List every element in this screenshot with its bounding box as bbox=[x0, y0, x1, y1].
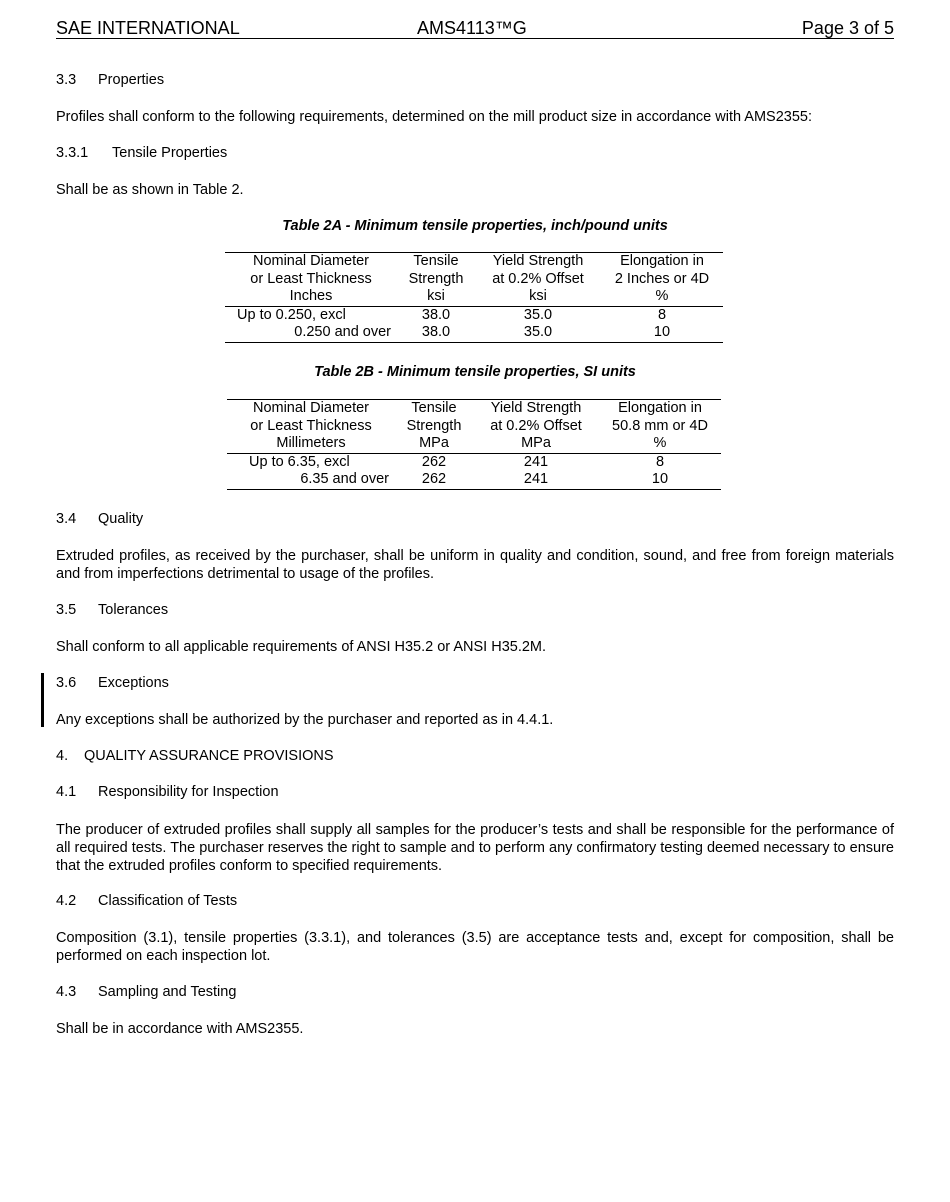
table-row bbox=[227, 453, 721, 471]
section-3-5-heading bbox=[56, 602, 168, 618]
table-header-cell: MPa bbox=[473, 435, 599, 453]
table-header-row bbox=[225, 271, 723, 289]
section-number: 3.3 bbox=[56, 72, 77, 88]
table-header-cell: Strength bbox=[406, 417, 462, 434]
section-3-6-text: Any exceptions shall be authorized by the purchaser and reported as in 4.4.1. bbox=[56, 712, 554, 728]
table-cell: 262 bbox=[421, 471, 447, 487]
section-4-2-heading bbox=[56, 893, 237, 909]
table-header-cell: Nominal Diameter bbox=[252, 400, 370, 416]
section-title: Sampling and Testing bbox=[98, 984, 237, 1000]
table-cell: 38.0 bbox=[421, 306, 451, 323]
section-title: Exceptions bbox=[98, 675, 169, 691]
table-header-cell: Tensile bbox=[411, 400, 457, 416]
section-title: Quality bbox=[98, 511, 144, 527]
table-row bbox=[225, 324, 723, 342]
section-number: 3.4 bbox=[56, 511, 77, 527]
section-number: 4.3 bbox=[56, 984, 77, 1000]
header-organization: SAE INTERNATIONAL bbox=[56, 18, 240, 38]
table-2a bbox=[225, 252, 723, 343]
section-title: Responsibility for Inspection bbox=[98, 784, 279, 800]
table-cell: 241 bbox=[523, 471, 549, 487]
section-3-6-heading bbox=[56, 675, 169, 691]
table-header-row bbox=[227, 418, 721, 436]
table-header-cell: 50.8 mm or 4D bbox=[612, 417, 708, 434]
header-document-number: AMS4113™G bbox=[417, 18, 527, 38]
section-4-1-heading bbox=[56, 784, 279, 800]
section-number: 4. bbox=[56, 748, 69, 764]
table-2b-caption: Table 2B - Minimum tensile properties, SI units bbox=[314, 364, 636, 380]
table-header-row bbox=[227, 400, 721, 418]
section-4-3-text: Shall be in accordance with AMS2355. bbox=[56, 1021, 304, 1037]
table-header-cell: or Least Thickness bbox=[250, 270, 372, 287]
revision-change-bar bbox=[41, 673, 44, 727]
table-header-row bbox=[227, 435, 721, 453]
section-3-3-1-heading bbox=[56, 145, 227, 161]
table-header-cell: ksi bbox=[475, 288, 601, 306]
table-header-cell: at 0.2% Offset bbox=[490, 417, 582, 434]
section-3-3-1-text: Shall be as shown in Table 2. bbox=[56, 182, 244, 198]
table-header-row bbox=[225, 253, 723, 271]
section-3-3-text: Profiles shall conform to the following requirements, determined on the mill product size in accordance with AMS2355: bbox=[56, 109, 812, 125]
section-4-1-text: The producer of extruded profiles shall supply all samples for the producer’s tests and shall be responsible for the performance of all required tests. The purchaser reserves the right to sample and to perform any confirmatory testing deemed necessary to ensure that the extruded profiles conform to specified requirements. bbox=[56, 822, 894, 874]
table-header-row bbox=[225, 288, 723, 306]
table-header-cell: Elongation in bbox=[618, 400, 702, 416]
table-header-cell: Tensile bbox=[413, 253, 459, 269]
section-3-4-text: Extruded profiles, as received by the purchaser, shall be uniform in quality and condition, sound, and free from foreign materials and from imperfections detrimental to usage of the profiles. bbox=[56, 548, 894, 582]
table-cell: 8 bbox=[655, 453, 665, 470]
table-cell: 10 bbox=[653, 324, 671, 340]
section-title: Tolerances bbox=[98, 602, 169, 618]
section-4-3-heading bbox=[56, 984, 236, 1000]
section-4-heading bbox=[56, 748, 334, 764]
table-2b bbox=[227, 399, 721, 490]
table-cell: 241 bbox=[523, 453, 549, 470]
table-2a-caption: Table 2A - Minimum tensile properties, inch/pound units bbox=[282, 218, 668, 234]
section-title: Classification of Tests bbox=[98, 893, 238, 909]
table-header-cell: Strength bbox=[408, 270, 464, 287]
table-header-cell: 2 Inches or 4D bbox=[614, 270, 710, 287]
section-number: 3.5 bbox=[56, 602, 77, 618]
table-header-cell: Yield Strength bbox=[492, 253, 584, 269]
table-row bbox=[225, 306, 723, 324]
section-3-3-heading bbox=[56, 72, 164, 88]
table-row bbox=[227, 471, 721, 489]
section-number: 4.1 bbox=[56, 784, 77, 800]
table-header-cell: % bbox=[601, 288, 723, 306]
section-3-5-text: Shall conform to all applicable requirements of ANSI H35.2 or ANSI H35.2M. bbox=[56, 639, 547, 655]
table-header-cell: Inches bbox=[225, 288, 397, 306]
table-header-cell: MPa bbox=[395, 435, 473, 453]
table-header-cell: Yield Strength bbox=[490, 400, 582, 416]
table-header-cell: Millimeters bbox=[227, 435, 395, 453]
section-number: 3.6 bbox=[56, 675, 77, 691]
table-cell: Up to 0.250, excl bbox=[237, 306, 346, 323]
table-header-cell: at 0.2% Offset bbox=[492, 270, 584, 287]
section-4-2-text: Composition (3.1), tensile properties (3.3.1), and tolerances (3.5) are acceptance tests and, except for composition, shall be performed on each inspection lot. bbox=[56, 930, 894, 964]
table-cell: 10 bbox=[651, 471, 669, 487]
table-cell: 262 bbox=[421, 453, 447, 470]
table-cell: 38.0 bbox=[421, 324, 451, 340]
table-cell: 8 bbox=[657, 306, 667, 323]
table-header-cell: ksi bbox=[397, 288, 475, 306]
header-page-number: Page 3 of 5 bbox=[801, 18, 894, 38]
section-number: 4.2 bbox=[56, 893, 77, 909]
table-header-cell: Nominal Diameter bbox=[252, 253, 370, 269]
table-header-cell: Elongation in bbox=[620, 253, 704, 269]
table-header-cell: or Least Thickness bbox=[250, 417, 372, 434]
page-header bbox=[56, 18, 894, 39]
section-title: Properties bbox=[98, 72, 165, 88]
section-number: 3.3.1 bbox=[56, 145, 89, 161]
table-cell: 35.0 bbox=[523, 306, 553, 323]
section-title: Tensile Properties bbox=[112, 145, 228, 161]
section-title: QUALITY ASSURANCE PROVISIONS bbox=[84, 748, 334, 764]
table-cell: 0.250 and over bbox=[294, 324, 391, 340]
table-cell: Up to 6.35, excl bbox=[249, 453, 350, 470]
table-cell: 35.0 bbox=[523, 324, 553, 340]
table-cell: 6.35 and over bbox=[300, 471, 389, 487]
section-3-4-heading bbox=[56, 511, 143, 527]
table-header-cell: % bbox=[599, 435, 721, 453]
